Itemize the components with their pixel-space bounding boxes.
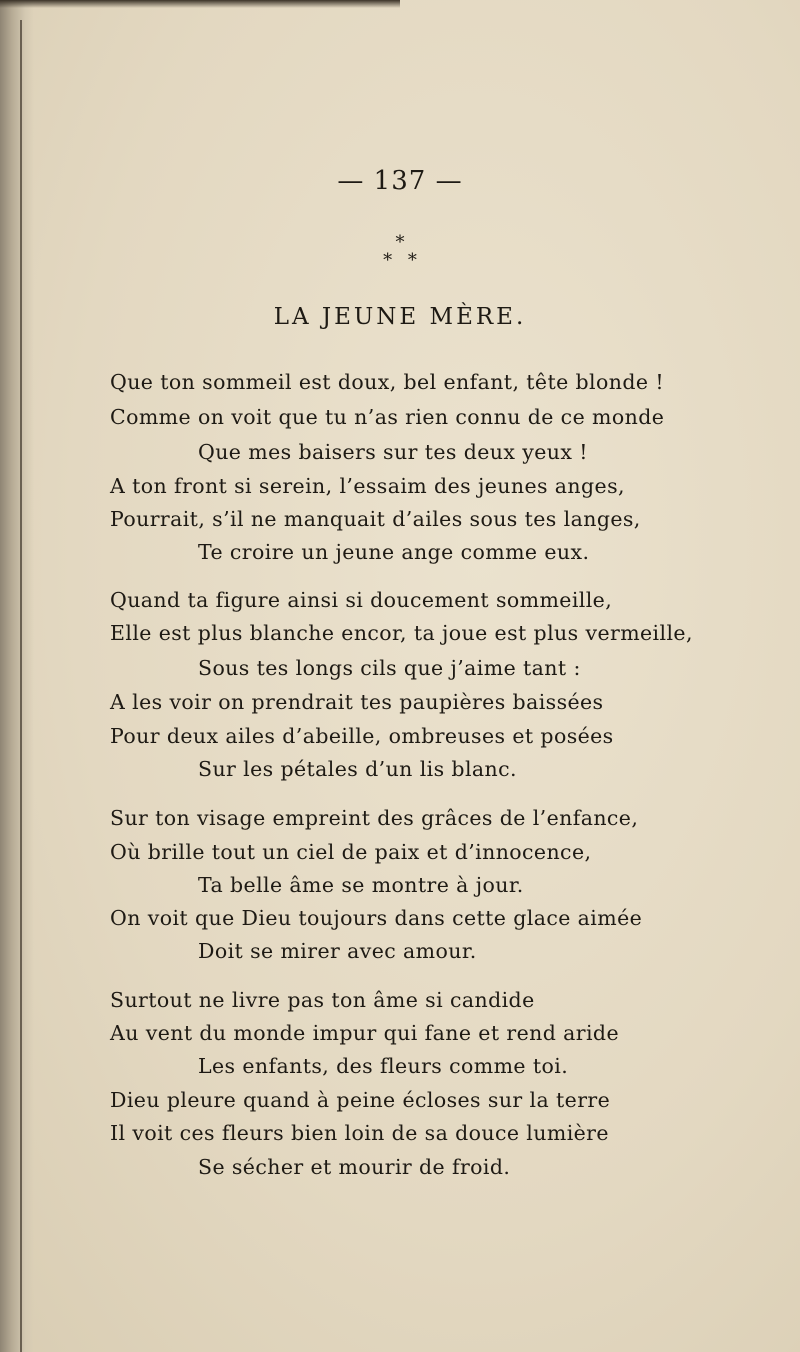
page-binding-edge	[0, 0, 34, 1352]
poem-title: LA JEUNE MÈRE.	[273, 304, 527, 330]
poem-line: Quand ta figure ainsi si doucement sommeille,	[110, 588, 613, 612]
poem-line: Que ton sommeil est doux, bel enfant, tête blonde !	[110, 370, 664, 394]
binding-line	[20, 20, 22, 1352]
poem-line: Se sécher et mourir de froid.	[198, 1155, 511, 1179]
asterism-ornament	[0, 234, 800, 270]
poem-line: Comme on voit que tu n’as rien connu de ce monde	[110, 405, 665, 429]
poem-line: Elle est plus blanche encor, ta joue est plus vermeille,	[110, 621, 693, 645]
asterism-star: *	[395, 232, 405, 253]
poem-line: Pourrait, s’il ne manquait d’ailes sous tes langes,	[110, 507, 641, 531]
poem-line: Ta belle âme se montre à jour.	[198, 873, 524, 897]
poem-line: Te croire un jeune ange comme eux.	[198, 540, 590, 564]
poem-line: Que mes baisers sur tes deux yeux !	[198, 440, 588, 464]
poem-line: Les enfants, des fleurs comme toi.	[198, 1054, 569, 1078]
poem-line: Sur ton visage empreint des grâces de l’enfance,	[110, 806, 639, 830]
poem-line: Il voit ces fleurs bien loin de sa douce lumière	[110, 1121, 609, 1145]
poem-line: Où brille tout un ciel de paix et d’innocence,	[110, 840, 592, 864]
page-top-edge	[0, 0, 400, 8]
asterism-star: *	[383, 250, 393, 271]
poem-line: A les voir on prendrait tes paupières baissées	[110, 690, 604, 714]
poem-line: Surtout ne livre pas ton âme si candide	[110, 988, 535, 1012]
poem-line: A ton front si serein, l’essaim des jeunes anges,	[110, 474, 625, 498]
poem-line: On voit que Dieu toujours dans cette glace aimée	[110, 906, 643, 930]
page-number: — 137 —	[337, 166, 463, 196]
poem-line: Doit se mirer avec amour.	[198, 939, 477, 963]
poem-line: Sur les pétales d’un lis blanc.	[198, 757, 517, 781]
asterism-star: *	[407, 250, 417, 271]
poem-line: Sous tes longs cils que j’aime tant :	[198, 656, 581, 680]
poem-line: Dieu pleure quand à peine écloses sur la terre	[110, 1088, 611, 1112]
poem-line: Pour deux ailes d’abeille, ombreuses et posées	[110, 724, 614, 748]
poem-line: Au vent du monde impur qui fane et rend aride	[110, 1021, 619, 1045]
